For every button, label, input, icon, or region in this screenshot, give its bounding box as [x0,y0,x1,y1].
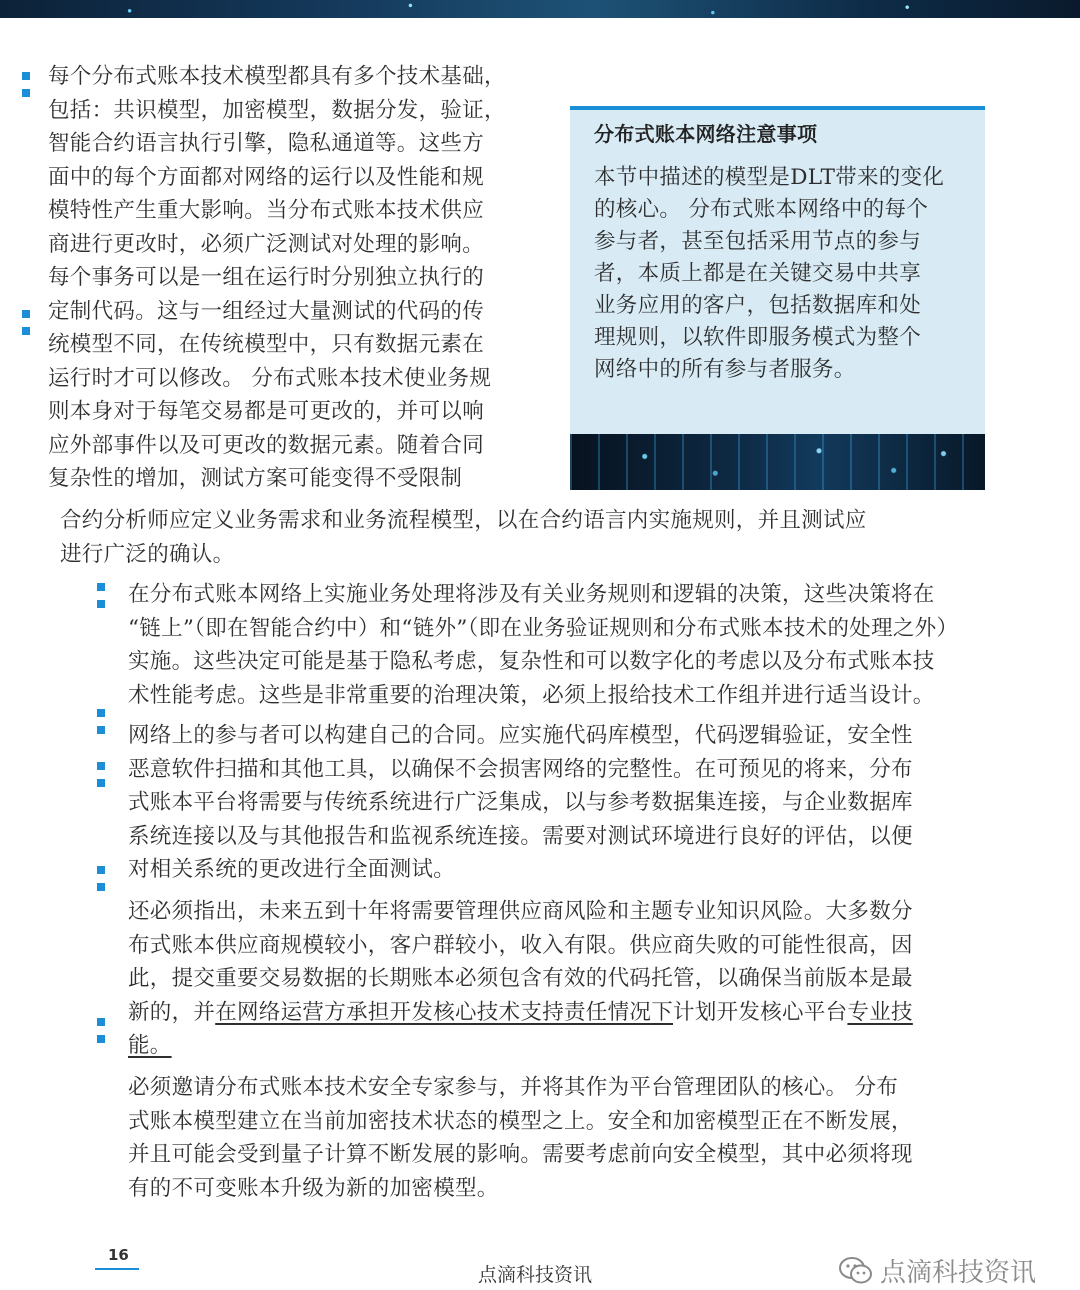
bullet-marker [97,762,107,792]
underlined-text: 能。 [128,1033,172,1058]
text-line: 者，本质上都是在关键交易中共享 [594,261,922,286]
text-line: 在分布式账本网络上实施业务处理将涉及有关业务规则和逻辑的决策，这些决策将在 [128,582,935,607]
text-line: 实施。这些决定可能是基于隐私考虑，复杂性和可以数字化的考虑以及分布式账本技 [128,649,935,674]
bullet-marker [97,709,107,739]
wechat-watermark [838,1252,1036,1289]
text-line: 复杂性的增加，测试方案可能变得不受限制 [48,466,463,491]
sidebar-tech-image [570,434,985,490]
text-line: 网络中的所有参与者服务。 [594,357,856,382]
text-line: 系统连接以及与其他报告和监视系统连接。需要对测试环境进行良好的评估，以便 [128,823,913,849]
underlined-text: 在网络运营方承担开发核心技术支持责任情况下 [215,999,674,1025]
bullet-marker [97,583,107,613]
text-line: 对相关系统的更改进行全面测试。 [128,857,456,882]
text-line: 每个分布式账本技术模型都具有多个技术基础， [48,64,506,89]
text-line: 合约分析师应定义业务需求和业务流程模型，以在合约语言内实施规则，并且测试应 [60,508,867,533]
text-line: 本节中描述的模型是DLT带来的变化 [594,165,945,190]
text-line: 有的不可变账本升级为新的加密模型。 [128,1175,499,1201]
text-segment: 计划开发核心平台 [673,999,848,1025]
text-line: 智能合约语言执行引擎，隐私通道等。这些方 [48,131,485,156]
text-line: 的核心。 分布式账本网络中的每个 [594,197,929,222]
paragraph-technical-foundations [48,60,563,496]
paragraph-on-chain-off-chain [128,578,1033,712]
sidebar-title: 分布式账本网络注意事项 [594,122,818,146]
paragraph-participants-contracts [128,719,1033,887]
text-line: 网络上的参与者可以构建自己的合同。应实施代码库模型，代码逻辑验证，安全性 [128,723,913,748]
bullet-marker [22,72,32,102]
text-line: 商进行更改时，必须广泛测试对处理的影响。 [48,231,485,257]
paragraph-vendor-risk [128,895,1033,1063]
text-line: 此，提交重要交易数据的长期账本必须包含有效的代码托管，以确保当前版本是最 [128,966,913,991]
footer-publication-name: 点滴科技资讯 [478,1264,593,1286]
text-line: 应外部事件以及可更改的数据元素。随着合同 [48,432,485,458]
text-line: “链上”（即在智能合约中）和“链外”（即在业务验证规则和分布式账本技术的处理之外） [128,615,959,641]
paragraph-security-experts [128,1071,1033,1205]
watermark-text: 点滴科技资讯 [880,1258,1037,1288]
wechat-icon [838,1256,874,1286]
text-line: 面中的每个方面都对网络的运行以及性能和规 [48,164,485,190]
text-line: 布式账本供应商规模较小，客户群较小，收入有限。供应商失败的可能性很高，因 [128,932,913,958]
bullet-marker [22,310,32,340]
text-line: 运行时才可以修改。 分布式账本技术使业务规 [48,365,492,391]
text-line: 式账本平台将需要与传统系统进行广泛集成，以与参考数据集连接，与企业数据库 [128,790,913,815]
underlined-text: 专业技 [847,999,913,1025]
page-number: 16 [108,1246,129,1264]
text-line: 包括：共识模型，加密模型，数据分发，验证， [48,97,506,123]
text-line: 参与者，甚至包括采用节点的参与 [594,229,922,254]
text-line: 模特性产生重大影响。当分布式账本技术供应 [48,198,485,223]
bullet-marker [97,1018,107,1048]
text-line: 定制代码。这与一组经过大量测试的代码的传 [48,298,485,324]
text-line: 恶意软件扫描和其他工具，以确保不会损害网络的完整性。在可预见的将来，分布 [128,756,913,782]
text-line: 式账本模型建立在当前加密技术状态的模型之上。安全和加密模型正在不断发展， [128,1108,913,1134]
text-line: 还必须指出，未来五到十年将需要管理供应商风险和主题专业知识风险。大多数分 [128,899,913,924]
sidebar-notes-box [570,106,985,490]
text-line [128,996,1033,1030]
page-number-rule [95,1268,139,1270]
text-line: 则本身对于每笔交易都是可更改的，并可以响 [48,399,485,424]
bullet-marker [97,866,107,896]
text-line: 并且可能会受到量子计算不断发展的影响。需要考虑前向安全模型，其中必须将现 [128,1142,913,1167]
text-line: 术性能考虑。这些是非常重要的治理决策，必须上报给技术工作组并进行适当设计。 [128,682,935,708]
top-banner-image [0,0,1080,18]
text-line: 统模型不同，在传统模型中，只有数据元素在 [48,332,485,357]
text-line: 进行广泛的确认。 [60,541,235,567]
text-line: 每个事务可以是一组在运行时分别独立执行的 [48,265,485,290]
text-segment: 新的，并 [128,999,216,1025]
sidebar-body [594,162,974,386]
paragraph-intro [60,504,1020,571]
text-line: 业务应用的客户，包括数据库和处 [594,293,922,318]
text-line: 必须邀请分布式账本技术安全专家参与，并将其作为平台管理团队的核心。 分布 [128,1075,899,1100]
text-line: 理规则，以软件即服务模式为整个 [594,325,922,350]
